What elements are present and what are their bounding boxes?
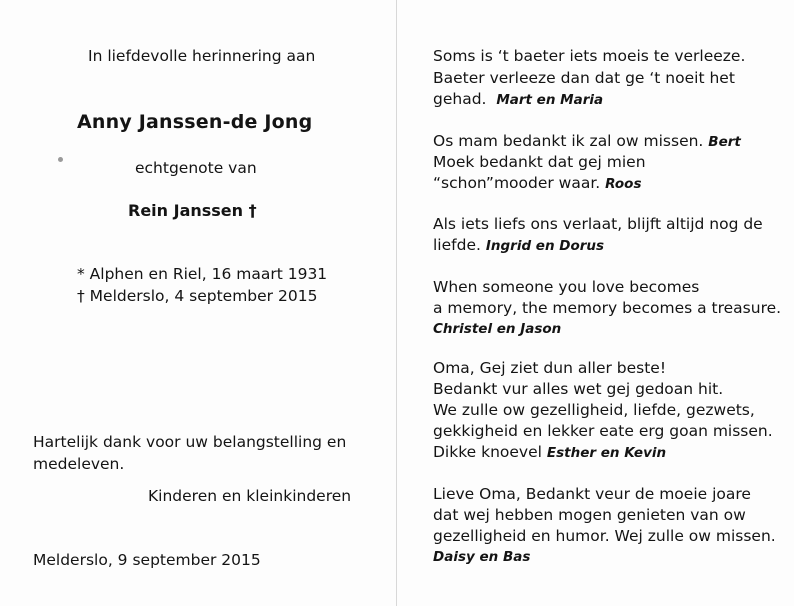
- signature: Christel en Jason: [433, 321, 562, 337]
- thanks-line-1: Hartelijk dank voor uw belangstelling en: [33, 433, 347, 451]
- message-line: [433, 442, 666, 463]
- scan-speck: [58, 157, 63, 162]
- message-line: Oma, Gej ziet dun aller beste!: [433, 359, 667, 377]
- message-line: Soms is ‘t baeter iets moeis te verleeze.: [433, 47, 746, 65]
- message-line: Als iets liefs ons verlaat, blijft altijd nog de: [433, 215, 763, 233]
- signature: Daisy en Bas: [433, 549, 531, 565]
- thanks-line-2: medeleven.: [33, 455, 125, 473]
- signature: Mart en Maria: [496, 92, 604, 108]
- message-line: [433, 235, 604, 256]
- message-line: Moek bedankt dat gej mien: [433, 153, 646, 171]
- message-line: dat wej hebben mogen genieten van ow: [433, 506, 746, 524]
- fold-line: [396, 0, 397, 606]
- signature: Roos: [605, 176, 642, 192]
- message-line: When someone you love becomes: [433, 278, 700, 296]
- message-text: “schon”mooder waar.: [433, 174, 601, 192]
- message-text: liefde.: [433, 236, 481, 254]
- message-line: [433, 173, 641, 194]
- spouse-name: Rein Janssen †: [128, 201, 257, 220]
- message-line: a memory, the memory becomes a treasure.: [433, 299, 782, 317]
- message-line: Baeter verleeze dan dat ge ‘t noeit het: [433, 69, 735, 87]
- signature: Ingrid en Dorus: [485, 238, 605, 254]
- death-line: † Melderslo, 4 september 2015: [77, 287, 318, 305]
- message-line: [433, 89, 603, 110]
- deceased-name: Anny Janssen-de Jong: [77, 111, 313, 133]
- signature: Bert: [708, 134, 741, 150]
- signature: Esther en Kevin: [546, 445, 667, 461]
- place-date: Melderslo, 9 september 2015: [33, 551, 261, 569]
- message-line: gezelligheid en humor. Wej zulle ow missen.: [433, 527, 776, 545]
- message-text: gehad.: [433, 90, 487, 108]
- message-line: We zulle ow gezelligheid, liefde, gezwets,: [433, 401, 755, 419]
- intro-text: In liefdevolle herinnering aan: [88, 47, 316, 65]
- message-line: [433, 131, 741, 152]
- message-line: Lieve Oma, Bedankt veur de moeie joare: [433, 485, 751, 503]
- message-line: Bedankt vur alles wet gej gedoan hit.: [433, 380, 724, 398]
- family-signature: Kinderen en kleinkinderen: [148, 487, 352, 505]
- birth-line: * Alphen en Riel, 16 maart 1931: [77, 265, 328, 283]
- message-line: gekkigheid en lekker eate erg goan missen.: [433, 422, 773, 440]
- message-text: Os mam bedankt ik zal ow missen.: [433, 132, 704, 150]
- message-text: Dikke knoevel: [433, 443, 542, 461]
- spouse-intro: echtgenote van: [135, 159, 257, 177]
